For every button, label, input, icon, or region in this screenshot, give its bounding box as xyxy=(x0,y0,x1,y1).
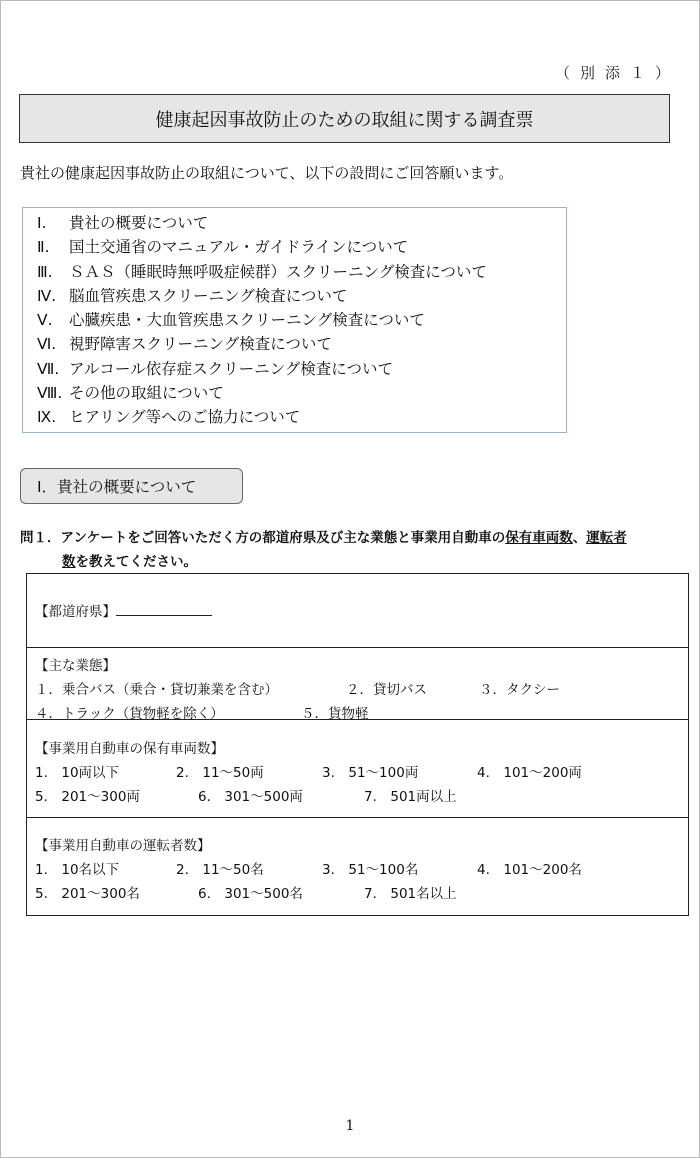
driver-option[interactable]: 3. 51～100名 xyxy=(322,862,419,878)
vehicle-option[interactable]: 7. 501両以上 xyxy=(364,789,457,805)
driver-option[interactable]: 7. 501名以上 xyxy=(364,886,457,902)
toc-label: その他の取組について xyxy=(69,384,224,403)
vehicle-option[interactable]: 1. 10両以下 xyxy=(35,765,120,781)
toc-item xyxy=(37,405,566,429)
option-line xyxy=(35,678,688,702)
toc-label: 脳血管疾患スクリーニング検査について xyxy=(69,286,348,305)
vehicles-heading: 【事業用自動車の保有車両数】 xyxy=(35,741,224,757)
answer-table xyxy=(26,573,689,916)
option-line xyxy=(35,785,688,809)
toc-item xyxy=(37,211,566,235)
question-line xyxy=(20,526,680,550)
option-line xyxy=(35,882,688,906)
option-line xyxy=(35,858,688,882)
business-heading: 【主な業態】 xyxy=(35,658,116,674)
vehicle-option[interactable]: 6. 301～500両 xyxy=(198,789,303,805)
driver-option[interactable]: 1. 10名以下 xyxy=(35,862,120,878)
business-option[interactable]: ４．トラック（貨物軽を除く） xyxy=(35,706,224,722)
toc-item xyxy=(37,308,566,332)
document-title: 健康起因事故防止のための取組に関する調査票 xyxy=(19,94,670,143)
prefecture-label: 【都道府県】 xyxy=(35,604,116,620)
toc-label: 国土交通省のマニュアル・ガイドラインについて xyxy=(69,238,409,257)
prefecture-input-blank[interactable] xyxy=(116,601,212,616)
question-line xyxy=(20,550,680,574)
toc-item xyxy=(37,235,566,259)
question-underlined-vehicles: 保有車両数 xyxy=(505,530,573,546)
toc-number: Ⅱ. xyxy=(37,238,50,257)
question-separator: 、 xyxy=(572,530,587,546)
vehicle-option[interactable]: 2. 11～50両 xyxy=(176,765,264,781)
toc-label: 心臓疾患・大血管疾患スクリーニング検査について xyxy=(69,311,425,330)
driver-count-row xyxy=(27,817,688,915)
toc-number: Ⅵ. xyxy=(37,335,57,354)
toc-label: 視野障害スクリーニング検査について xyxy=(69,335,332,354)
question-underlined-drivers-end: 数 xyxy=(62,554,76,570)
toc-label: ヒアリング等へのご協力について xyxy=(69,408,301,427)
toc-number: Ⅲ. xyxy=(37,262,53,281)
table-of-contents xyxy=(22,207,567,433)
prefecture-line xyxy=(35,600,688,624)
vehicle-option[interactable]: 5. 201～300両 xyxy=(35,789,140,805)
toc-number: Ⅰ. xyxy=(37,214,47,232)
driver-option[interactable]: 5. 201～300名 xyxy=(35,886,140,902)
question-prefix: 問１．アンケートをご回答いただく方の都道府県及び主な業態と事業用自動車の xyxy=(20,530,506,546)
toc-number: Ⅳ. xyxy=(37,286,57,305)
vehicle-option[interactable]: 3. 51～100両 xyxy=(322,765,419,781)
toc-number: Ⅷ. xyxy=(37,384,63,403)
toc-number: Ⅶ. xyxy=(37,359,60,378)
vehicle-count-row xyxy=(27,719,688,817)
toc-item xyxy=(37,381,566,405)
question-underlined-drivers: 運転者 xyxy=(586,530,627,546)
business-type-row xyxy=(27,647,688,722)
driver-option[interactable]: 6. 301～500名 xyxy=(198,886,303,902)
drivers-heading: 【事業用自動車の運転者数】 xyxy=(35,838,211,854)
annex-label: （別添１） xyxy=(554,64,680,82)
driver-option[interactable]: 4. 101～200名 xyxy=(477,862,582,878)
business-option[interactable]: ３．タクシー xyxy=(479,682,560,698)
prefecture-row xyxy=(27,574,688,647)
business-option[interactable]: １．乗合バス（乗合・貸切兼業を含む） xyxy=(35,682,278,698)
business-option[interactable]: ５．貨物軽 xyxy=(301,706,369,722)
question-suffix: を教えてください。 xyxy=(75,554,197,570)
page-number: 1 xyxy=(345,1118,355,1134)
toc-label: ＳＡＳ（睡眠時無呼吸症候群）スクリーニング検査について xyxy=(69,262,487,281)
toc-item xyxy=(37,357,566,381)
section-heading: Ⅰ．貴社の概要について xyxy=(20,468,243,504)
toc-item xyxy=(37,284,566,308)
question-1 xyxy=(20,526,680,574)
option-line xyxy=(35,761,688,785)
toc-number: Ⅴ. xyxy=(37,311,53,330)
toc-label: アルコール依存症スクリーニング検査について xyxy=(69,359,393,378)
vehicle-option[interactable]: 4. 101～200両 xyxy=(477,765,582,781)
business-option[interactable]: ２．貸切バス xyxy=(346,682,427,698)
toc-item xyxy=(37,260,566,284)
toc-number: Ⅸ. xyxy=(37,408,57,427)
driver-option[interactable]: 2. 11～50名 xyxy=(176,862,264,878)
intro-text: 貴社の健康起因事故防止の取組について、以下の設問にご回答願います。 xyxy=(20,164,514,182)
toc-item xyxy=(37,332,566,356)
toc-label: 貴社の概要について xyxy=(69,214,209,232)
